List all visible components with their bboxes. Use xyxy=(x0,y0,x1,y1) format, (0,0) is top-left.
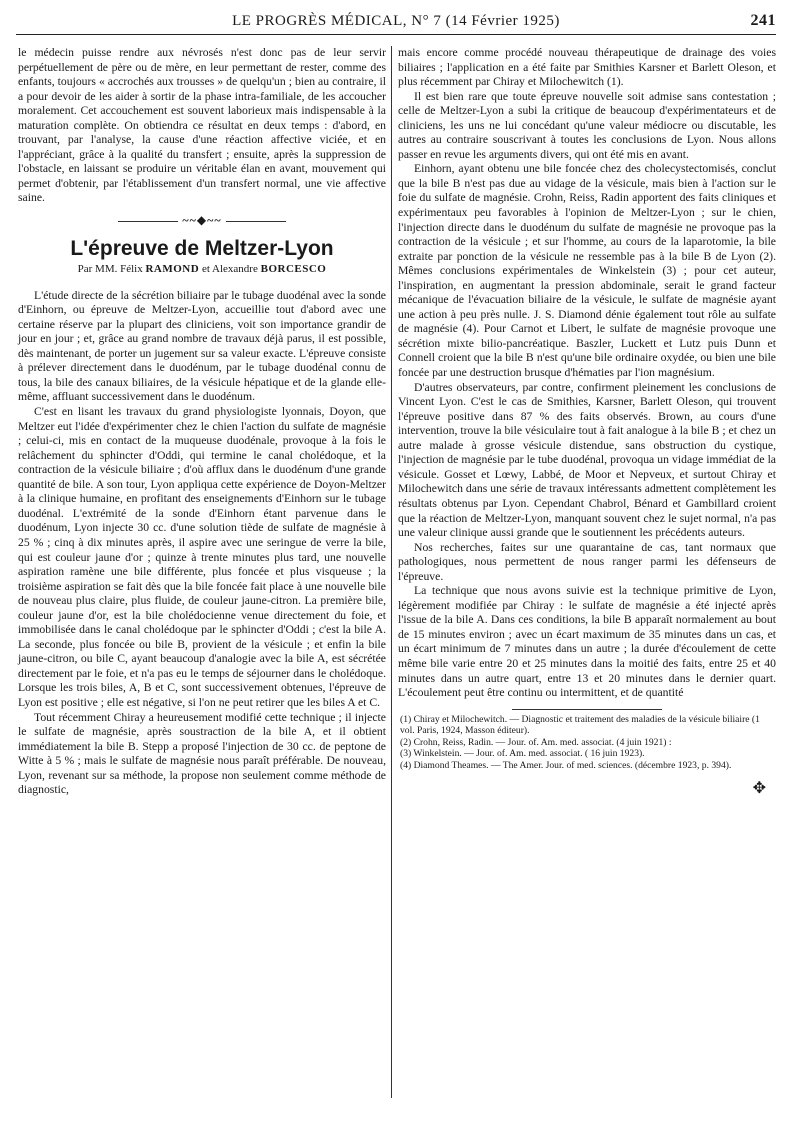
ornament-glyph: ~~◆~~ xyxy=(182,213,222,228)
body-paragraph: Nos recherches, faites sur une quarantaine de cas, tant normaux que pathologiques, nous permettent de nous ranger parmi les défenseurs de l'épreuve. xyxy=(398,540,776,583)
section-ornament xyxy=(18,213,386,228)
footnote-rule xyxy=(512,709,662,710)
byline-prefix: Par MM. Félix xyxy=(77,263,143,276)
running-title: LE PROGRÈS MÉDICAL, N° 7 (14 Février 1925) xyxy=(232,13,560,29)
body-paragraph: Tout récemment Chiray a heureusement modifié cette technique ; il injecte le sulfate de magnésie, après soustraction de la bile A, et il obtient immédiatement la bile B. Stepp a proposé l'injection de 30 cc. de peptone de Witte à 5 % ; mais le sulfate de magnésie nous paraît préférable. De nouveau, Lyon, revenant sur sa méthode, la propose non seulement comme méthode de diagnostic, xyxy=(18,710,386,797)
column-divider xyxy=(391,46,392,1098)
left-column xyxy=(18,46,386,798)
byline xyxy=(18,262,386,277)
body-paragraph: La technique que nous avons suivie est la technique primitive de Lyon, légèrement modifiée par Chiray : le sulfate de magnésie a été injecté après l'issue de la bile A. Dans ces conditions, la bile B apparaît normalement au bout de 15 minutes environ ; avec un écart maximum de 35 minutes dans un cas, et un écart minimum de 7 minutes dans un autre ; la durée d'écoulement de cette même bile varie entre 20 et 25 minutes dans la moitié des faits, entre 25 et 40 minutes dans un autre quart, entre 13 et 20 minutes dans le dernier quart. L'écoulement peut être continu ou intermittent, et de quantité xyxy=(398,584,776,700)
byline-mid: et Alexandre xyxy=(201,263,258,276)
body-paragraph: D'autres observateurs, par contre, confirment pleinement les conclusions de Vincent Lyon. C'est le cas de Smithies, Karsner, Barlett Oleson, qui trouvent l'épreuve positive dans 87 % des faits observés. Brown, au cours d'une intervention, trouve la bile vésiculaire tout à fait analogue à la bile B ; et chez un autre malade à grosse vésicule distendue, sans obstruction du cystique, l'injection de magnésie par le tube duodénal, provoqua un vidage immédiat de la vésicule. Gosset et Lœwy, Labbé, de Moor et Nepveux, et surtout Chiray et Milochewitch dans une série de travaux intéressants admettent complètement les résultats obtenus par Lyon. Cependant Chabrol, Bénard et Gambillard croient que la réaction de Meltzer-Lyon, manquant souvent chez le sujet normal, n'a pas une valeur clinique aussi grande que le soutiennent les précédents auteurs. xyxy=(398,380,776,540)
end-ornament: ✥ xyxy=(752,779,766,797)
page-number: 241 xyxy=(750,12,776,29)
continued-paragraph: le médecin puisse rendre aux névrosés n'est donc pas de leur servir perpétuellement de père ou de mère, en leur permettant de rester, comme des enfants, toujours « accrochés aux trousses » de quelqu'un ; bien au contraire, il a pour devoir de les aider à sortir de la phase intra-familiale, de les accoucher moralement. Cet accouchement est souvent laborieux mais indispensable à la maturation complète. On obtiendra ce résultat en deux temps : d'abord, en trouvant, par l'analyse, la cause d'une réaction affective viciée, et en l'appréciant, grâce à la qualité du transfert ; ensuite, après la suppression de l'obstacle, en laissant se produire un véritable élan en avant, mouvement qui permet d'obtenir, par l'établissement d'un transfert normal, une vie affective saine. xyxy=(18,46,386,205)
author-ramond: RAMOND xyxy=(145,263,200,276)
article-title: L'épreuve de Meltzer-Lyon xyxy=(70,236,334,260)
footnotes xyxy=(398,714,776,772)
body-paragraph: L'étude directe de la sécrétion biliaire par le tubage duodénal avec la sonde d'Einhorn, ou épreuve de Meltzer-Lyon, accueillie tout d'abord avec une certaine réserve par la plupart des cliniciens, voit son importance grandir de jour en jour ; et, grâce au grand nombre de travaux déjà parus, il est possible, dès maintenant, de porter un jugement sur sa valeur exacte. L'épreuve consiste à prélever directement dans le duodénum, par le tubage duodénal connu de tous, la bile des canaux biliaires, de la vésicule hépatique et de la glande elle-même, affluant successivement dans le duodénum. xyxy=(18,288,386,404)
right-column xyxy=(398,46,776,796)
body-paragraph: Il est bien rare que toute épreuve nouvelle soit admise sans contestation ; celle de Meltzer-Lyon a subi la critique de beaucoup d'expérimentateurs et de cliniciens, les uns ne lui concédant qu'une valeur médiocre ou discutable, les autres au contraire souscrivant à toutes les conclusions de Lyon. Nous allons passer en revue les arguments divers, qui ont été mis en avant. xyxy=(398,89,776,161)
footnote: (3) Winkelstein. — Jour. of. Am. med. associat. ( 16 juin 1923). xyxy=(400,748,645,760)
footnote: (4) Diamond Theames. — The Amer. Jour. of med. sciences. (décembre 1923, p. 394). xyxy=(400,759,732,771)
author-borcesco: BORCESCO xyxy=(260,263,327,276)
body-paragraph: mais encore comme procédé nouveau thérapeutique de drainage des voies biliaires ; l'application en a été faite par Smithies Karsner et Barlett Oleson, et plus récemment par Chiray et Milochewitch (1). xyxy=(398,46,776,89)
footnote: (1) Chiray et Milochewitch. — Diagnostic et traitement des maladies de la vésicule biliaire (1 vol. Paris, 1924, Masson éditeur). xyxy=(400,713,760,737)
footnote: (2) Crohn, Reiss, Radin. — Jour. of. Am. med. associat. (4 juin 1921) : xyxy=(400,736,672,748)
body-paragraph: Einhorn, ayant obtenu une bile foncée chez des cholecystectomisés, conclut que la bile B n'est pas due au vidage de la vésicule, mais bien à l'action sur le foie du sulfate de magnésie. Crohn, Reiss, Radin apportent des faits cliniques et expérimentaux peu favorables à l'opinion de Meltzer-Lyon ; sur le chien, l'injection directe dans le duodénum du sulfate de magnésie ne provoque pas la contraction de la vésicule ; et sur l'homme, au cours de la laparotomie, la bile extraite par ponction de la vésicule ne ressemble pas à la bile B de Lyon (2). Mêmes conclusions expérimentales de Winkelstein (3) ; pour cet auteur, l'inspiration, en augmentant la pression abdominale, serait le grand facteur mécanique de l'évacuation biliaire de la vésicule, le sulfate de magnésie ayant une action à peu près nulle. J. S. Diamond dénie également tout rôle au sulfate de magnésie (4). Pour Carnot et Libert, le sulfate de magnésie provoque une sécrétion mixte bilio-pancréatique. Baszler, Luckett et Lutz puis Dunn et Connell croient que la bile B n'est qu'une bile ordinaire oxydée, ou bien une bile foncée par une destruction brusque d'hématies par l'ion magnésium. xyxy=(398,162,776,380)
running-header xyxy=(16,8,776,35)
body-paragraph: C'est en lisant les travaux du grand physiologiste lyonnais, Doyon, que Meltzer eut l'idée d'expérimenter chez le chien l'action du sulfate de magnésie ; celui-ci, mis en contact de la muqueuse duodénale, provoque à la fois le relâchement du sphincter d'Oddi, qui termine le canal cholédoque, et la contraction de la vésicule biliaire ; d'où afflux dans le duodénum d'une grande quantité de bile. A son tour, Lyon appliqua cette expérience de Doyon-Meltzer à la clinique humaine, en profitant des enseignements d'Einhorn sur le tubage duodénal. L'extrémité de la sonde d'Einhorn étant parvenue dans le duodénum, Lyon injecte 30 cc. d'une solution tiède de sulfate de magnésie à 25 % ; cinq à dix minutes après, il aspire avec une seringue de verre la bile, qui est couleur jaune d'or ; quinze à trente minutes plus tard, une nouvelle aspiration ramène une bile différente, plus foncée et plus visqueuse ; la troisième aspiration se fait dès que la bile foncée fait place à une nouvelle bile de nouveau plus claire, plus fluide, de couleur jaune-citron. La première bile, couleur jaune d'or, est la bile cholédocienne venue directement du foie, et immobilisée dans le canal cholédoque par le sphincter d'Oddi ; c'est la bile A. La seconde, plus foncée ou bile B, provient de la vésicule ; et enfin la bile jaune-citron, ou bile C, ayant beaucoup d'analogie avec la bile A, est sécrétée directement par le foie, et n'a pas eu le temps de séjourner dans le cholédoque. Lorsque les trois biles, A, B et C, sont successivement obtenues, l'épreuve de Lyon est positive ; elle est négative, si l'on ne peut retirer que les biles A et C. xyxy=(18,405,386,709)
